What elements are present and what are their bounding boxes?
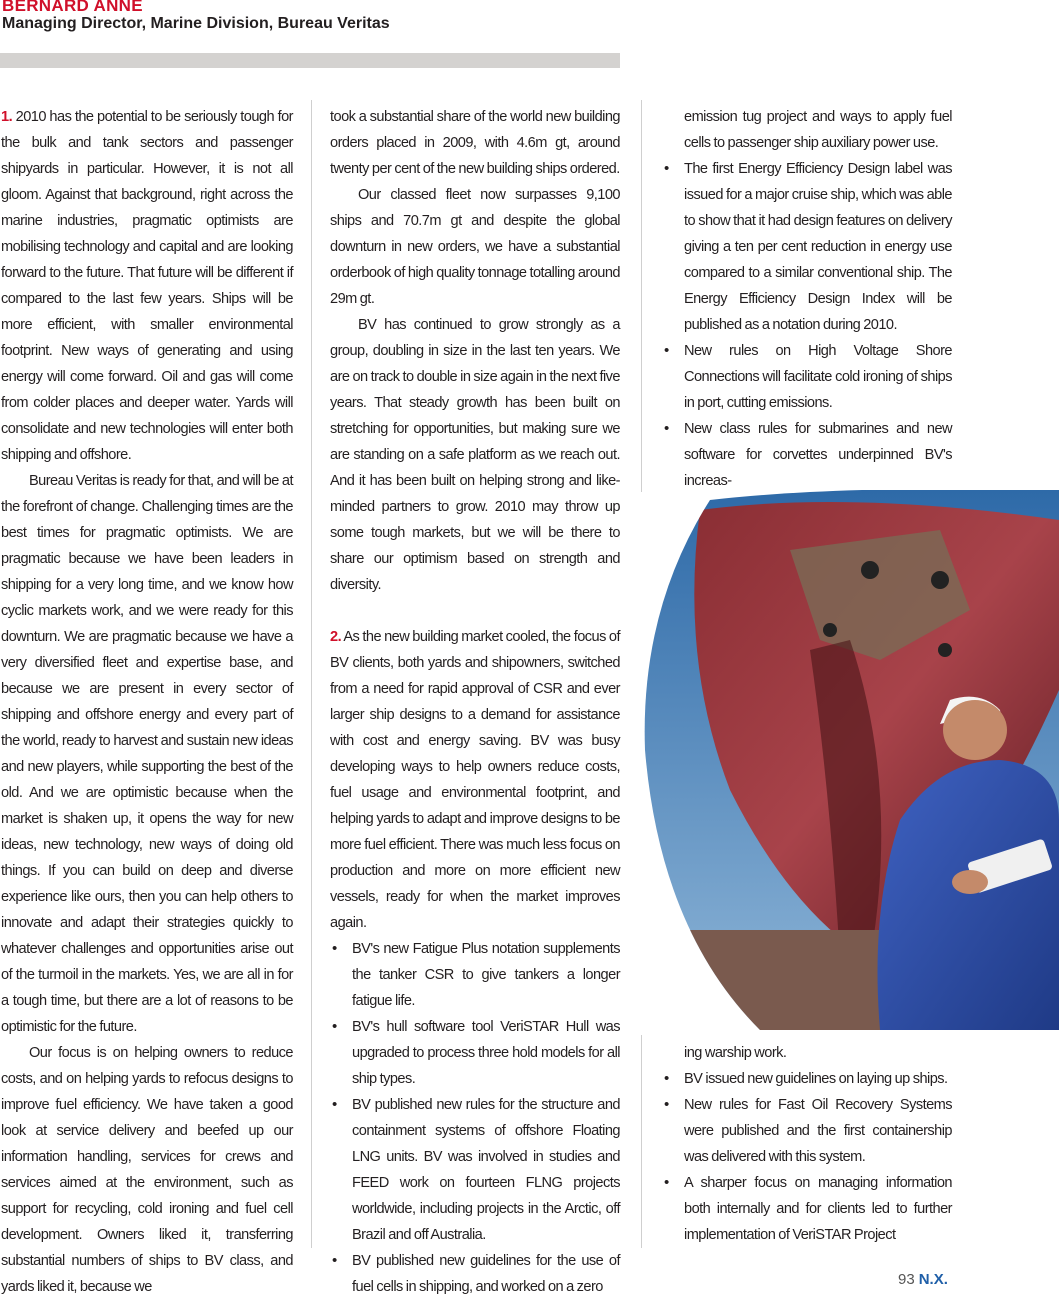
magazine-brand: N.X. (918, 1271, 948, 1288)
paragraph: took a substantial share of the world new building orders placed in 2009, with 4.6m gt, around twenty per cent of the new building ships ordered. (330, 109, 620, 177)
paragraph-text: 2010 has the potential to be seriously tough for the bulk and tank sectors and passenger shipyards in particular. However, it is not all gloom. Against that background, right across the marine industries, pragmatic optimists are mobilising technology and capital and are looking forward to the future. That future will be different if compared to the last few years. Ships will be more efficient, with smaller environmental footprint. New ways of generating and using energy will come forward. Oil and gas will come from colder places and deeper water. Yards will consolidate and new technologies will enter both shipping and offshore. (1, 109, 293, 463)
column-divider (641, 1035, 642, 1248)
article-column-1 (1, 104, 293, 1300)
author-role: Managing Director, Marine Division, Bureau Veritas (2, 15, 390, 32)
photo-illustration (640, 490, 1059, 1030)
article-column-2 (330, 104, 620, 1300)
header-rule-bar (0, 53, 620, 68)
bullet-item: • BV's new Fatigue Plus notation supplements the tanker CSR to give tankers a longer fatigue life. (330, 936, 620, 1014)
page-number: 93 (898, 1271, 915, 1288)
bullet-item: • New class rules for submarines and new software for corvettes underpinned BV's increas- (662, 416, 952, 494)
article-column-3-bottom (662, 1040, 952, 1248)
bullet-continuation: ing warship work. (684, 1045, 787, 1061)
section-number: 2. (330, 629, 342, 645)
bullet-item: • BV issued new guidelines on laying up ships. (662, 1066, 952, 1092)
spacer (330, 598, 620, 624)
section-number: 1. (1, 109, 13, 125)
paragraph: Our classed fleet now surpasses 9,100 ships and 70.7m gt and despite the global downturn in new orders, we have a substantial orderbook of high quality tonnage totalling around 29m gt. (330, 187, 620, 307)
page-footer (898, 1271, 948, 1288)
article-column-3-top (662, 104, 952, 494)
paragraph: Our focus is on helping owners to reduce costs, and on helping yards to refocus designs to improve fuel efficiency. We have taken a good look at service delivery and beefed up our information handling, services for crews and services aimed at the environment, such as support for recycling, cold ironing and fuel cell development. Owners liked it, transferring substantial numbers of ships to BV class, and yards liked it, because we (1, 1045, 293, 1295)
column-divider (641, 100, 642, 492)
paragraph (1, 104, 293, 468)
bullet-continuation: emission tug project and ways to apply fuel cells to passenger ship auxiliary power use. (684, 109, 952, 151)
bullet-item: • New rules for Fast Oil Recovery Systems were published and the first containership was delivered with this system. (662, 1092, 952, 1170)
bullet-item: • New rules on High Voltage Shore Connections will facilitate cold ironing of ships in port, cutting emissions. (662, 338, 952, 416)
bullet-item: • BV published new guidelines for the use of fuel cells in shipping, and worked on a zero (330, 1248, 620, 1300)
bullet-item: • BV's hull software tool VeriSTAR Hull was upgraded to process three hold models for all ship types. (330, 1014, 620, 1092)
paragraph: BV has continued to grow strongly as a group, doubling in size in the last ten years. We are on track to double in size again in the next five years. That steady growth has been built on stretching for opportunities, but making sure we are standing on a safe platform as we reach out. And it has been built on helping strong and like-minded partners to grow. 2010 may throw up some tough markets, but we will be there to share our optimism based on strength and diversity. (330, 317, 620, 593)
bullet-item: • A sharper focus on managing information both internally and for clients led to further implementation of VeriSTAR Project (662, 1170, 952, 1248)
bullet-list (662, 104, 952, 494)
bullet-list (662, 1040, 952, 1248)
paragraph (330, 624, 620, 936)
engineer-ship-hull-photo (640, 490, 1059, 1030)
bullet-item: • BV published new rules for the structure and containment systems of offshore Floating LNG units. BV was involved in studies and FEED work on fourteen FLNG projects worldwide, including projects in the Arctic, off Brazil and off Australia. (330, 1092, 620, 1248)
paragraph: Bureau Veritas is ready for that, and will be at the forefront of change. Challenging times are the best times for pragmatic optimists. We are pragmatic because we have been leaders in shipping for a very long time, and we know how cyclic markets work, and we were ready for this downturn. We are pragmatic because we have a very diversified fleet and expertise base, and because we are present in every sector of shipping and offshore energy and every part of the world, ready to harvest and sustain new ideas and new players, while supporting the best of the old. And we are optimistic because when the market is shaken up, it opens the way for new ideas, new technology, new ways of doing old things. If you can build on deep and diverse experience like ours, then you can help others to innovate and adapt their strategies quickly to whatever challenges and opportunities arise out of the turmoil in the markets. Yes, we are all in for a tough time, but there are a lot of reasons to be optimistic for the future. (1, 473, 293, 1035)
bullet-list (330, 936, 620, 1300)
column-divider (311, 100, 312, 1248)
bullet-item: • The first Energy Efficiency Design label was issued for a major cruise ship, which was able to show that it had design features on delivery giving a ten per cent reduction in energy use compared to a similar conventional ship. The Energy Efficiency Design Index will be published as a notation during 2010. (662, 156, 952, 338)
paragraph-text: As the new building market cooled, the focus of BV clients, both yards and shipowners, switched from a need for rapid approval of CSR and ever larger ship designs to a demand for assistance with cost and energy saving. BV was busy developing ways to help owners reduce costs, fuel usage and environmental footprint, and helping yards to adapt and improve designs to be more fuel efficient. There was much less focus on production and more on more efficient new vessels, ready for when the market improves again. (330, 629, 620, 931)
author-name: BERNARD ANNE (2, 0, 143, 15)
